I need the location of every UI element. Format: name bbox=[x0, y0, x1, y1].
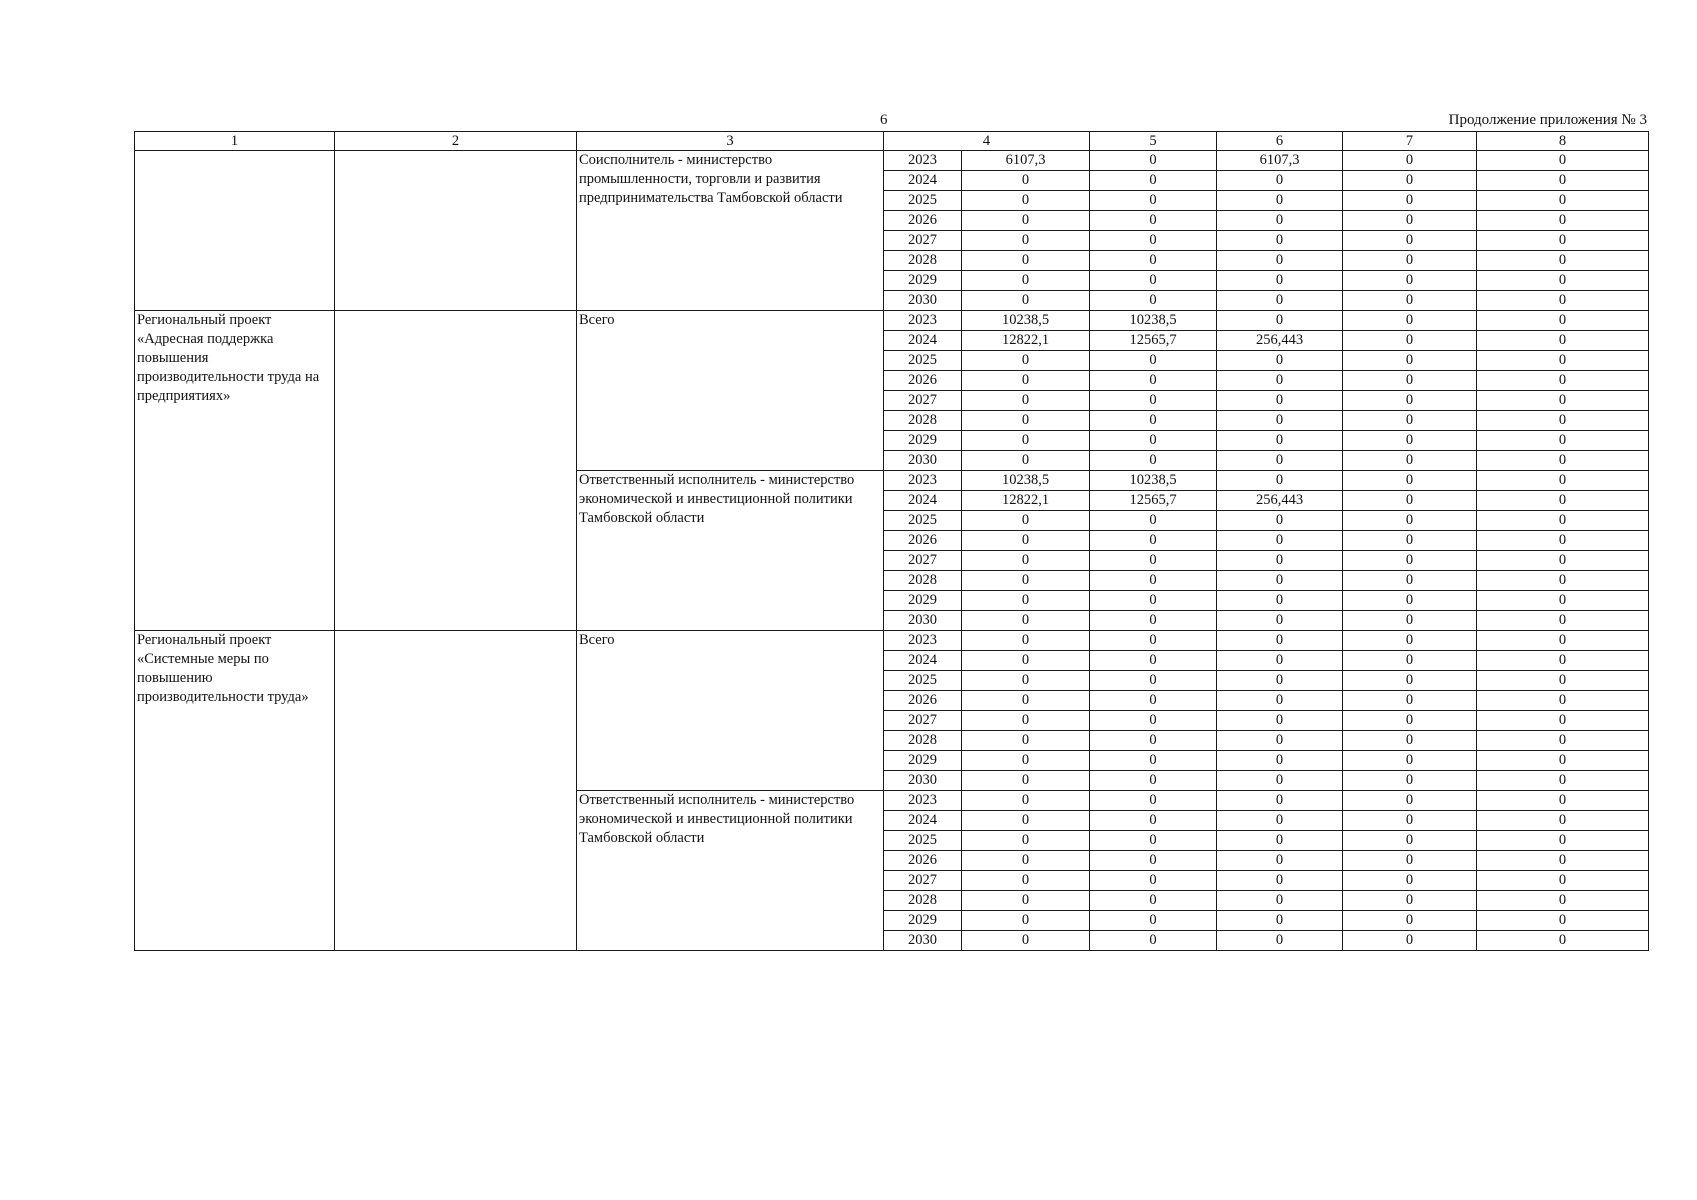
column-6-value-cell: 0 bbox=[1217, 931, 1343, 951]
column-5-value-cell: 0 bbox=[1090, 191, 1217, 211]
total-funding-cell: 0 bbox=[962, 291, 1090, 311]
column-7-value-cell: 0 bbox=[1343, 711, 1477, 731]
column-6-value-cell: 0 bbox=[1217, 611, 1343, 631]
page-number: 6 bbox=[880, 112, 888, 128]
year-cell: 2027 bbox=[884, 871, 962, 891]
column-7-value-cell: 0 bbox=[1343, 531, 1477, 551]
year-cell: 2029 bbox=[884, 271, 962, 291]
column-8-value-cell: 0 bbox=[1477, 331, 1649, 351]
total-funding-cell: 0 bbox=[962, 171, 1090, 191]
year-cell: 2024 bbox=[884, 491, 962, 511]
column-6-value-cell: 256,443 bbox=[1217, 491, 1343, 511]
column-6-value-cell: 0 bbox=[1217, 371, 1343, 391]
column-5-value-cell: 0 bbox=[1090, 451, 1217, 471]
total-funding-cell: 0 bbox=[962, 831, 1090, 851]
column-8-value-cell: 0 bbox=[1477, 251, 1649, 271]
year-cell: 2023 bbox=[884, 311, 962, 331]
total-funding-cell: 0 bbox=[962, 811, 1090, 831]
column-8-value-cell: 0 bbox=[1477, 791, 1649, 811]
column-5-value-cell: 0 bbox=[1090, 171, 1217, 191]
total-funding-cell: 0 bbox=[962, 891, 1090, 911]
total-funding-cell: 0 bbox=[962, 771, 1090, 791]
column-5-value-cell: 0 bbox=[1090, 591, 1217, 611]
column-7-value-cell: 0 bbox=[1343, 691, 1477, 711]
column-5-value-cell: 10238,5 bbox=[1090, 471, 1217, 491]
column-8-value-cell: 0 bbox=[1477, 411, 1649, 431]
total-funding-cell: 0 bbox=[962, 631, 1090, 651]
column-7-value-cell: 0 bbox=[1343, 591, 1477, 611]
column-7-value-cell: 0 bbox=[1343, 231, 1477, 251]
column-8-value-cell: 0 bbox=[1477, 391, 1649, 411]
column-7-value-cell: 0 bbox=[1343, 571, 1477, 591]
column-6-value-cell: 256,443 bbox=[1217, 331, 1343, 351]
total-funding-cell: 0 bbox=[962, 271, 1090, 291]
column-7-value-cell: 0 bbox=[1343, 371, 1477, 391]
column-header-4: 4 bbox=[884, 132, 1090, 151]
column-8-value-cell: 0 bbox=[1477, 571, 1649, 591]
project-name-cell bbox=[135, 151, 335, 311]
year-cell: 2029 bbox=[884, 431, 962, 451]
year-cell: 2026 bbox=[884, 851, 962, 871]
column-6-value-cell: 0 bbox=[1217, 871, 1343, 891]
total-funding-cell: 12822,1 bbox=[962, 491, 1090, 511]
total-funding-cell: 6107,3 bbox=[962, 151, 1090, 171]
column-7-value-cell: 0 bbox=[1343, 731, 1477, 751]
column-6-value-cell: 0 bbox=[1217, 271, 1343, 291]
year-cell: 2030 bbox=[884, 931, 962, 951]
year-cell: 2028 bbox=[884, 411, 962, 431]
column-8-value-cell: 0 bbox=[1477, 511, 1649, 531]
year-cell: 2023 bbox=[884, 471, 962, 491]
column-7-value-cell: 0 bbox=[1343, 651, 1477, 671]
column-7-value-cell: 0 bbox=[1343, 451, 1477, 471]
column-5-value-cell: 0 bbox=[1090, 411, 1217, 431]
column-6-value-cell: 0 bbox=[1217, 211, 1343, 231]
column-6-value-cell: 0 bbox=[1217, 391, 1343, 411]
column-5-value-cell: 0 bbox=[1090, 711, 1217, 731]
table-row bbox=[135, 151, 1649, 171]
column-6-value-cell: 0 bbox=[1217, 231, 1343, 251]
total-funding-cell: 0 bbox=[962, 591, 1090, 611]
total-funding-cell: 0 bbox=[962, 651, 1090, 671]
column-6-value-cell: 0 bbox=[1217, 651, 1343, 671]
year-cell: 2029 bbox=[884, 591, 962, 611]
column-2-cell bbox=[335, 151, 577, 311]
column-6-value-cell: 6107,3 bbox=[1217, 151, 1343, 171]
total-funding-cell: 0 bbox=[962, 611, 1090, 631]
executor-cell: Ответственный исполнитель - министерство экономической и инвестиционной политики Тамбовской области bbox=[577, 791, 884, 951]
column-6-value-cell: 0 bbox=[1217, 831, 1343, 851]
year-cell: 2030 bbox=[884, 611, 962, 631]
column-5-value-cell: 0 bbox=[1090, 531, 1217, 551]
executor-cell: Соисполнитель - министерство промышленности, торговли и развития предпринимательства Тамбовской области bbox=[577, 151, 884, 311]
column-6-value-cell: 0 bbox=[1217, 591, 1343, 611]
year-cell: 2025 bbox=[884, 191, 962, 211]
column-8-value-cell: 0 bbox=[1477, 491, 1649, 511]
column-7-value-cell: 0 bbox=[1343, 311, 1477, 331]
column-7-value-cell: 0 bbox=[1343, 471, 1477, 491]
total-funding-cell: 0 bbox=[962, 431, 1090, 451]
column-5-value-cell: 0 bbox=[1090, 291, 1217, 311]
column-8-value-cell: 0 bbox=[1477, 431, 1649, 451]
column-6-value-cell: 0 bbox=[1217, 791, 1343, 811]
column-5-value-cell: 0 bbox=[1090, 811, 1217, 831]
column-5-value-cell: 0 bbox=[1090, 371, 1217, 391]
column-5-value-cell: 12565,7 bbox=[1090, 331, 1217, 351]
column-5-value-cell: 12565,7 bbox=[1090, 491, 1217, 511]
column-8-value-cell: 0 bbox=[1477, 191, 1649, 211]
column-6-value-cell: 0 bbox=[1217, 471, 1343, 491]
appendix-continuation-note: Продолжение приложения № 3 bbox=[1448, 112, 1647, 128]
column-8-value-cell: 0 bbox=[1477, 451, 1649, 471]
year-cell: 2027 bbox=[884, 231, 962, 251]
table-row bbox=[135, 311, 1649, 331]
total-funding-cell: 0 bbox=[962, 191, 1090, 211]
column-number-row bbox=[135, 132, 1649, 151]
total-funding-cell: 10238,5 bbox=[962, 311, 1090, 331]
column-7-value-cell: 0 bbox=[1343, 431, 1477, 451]
column-5-value-cell: 0 bbox=[1090, 351, 1217, 371]
column-8-value-cell: 0 bbox=[1477, 311, 1649, 331]
year-cell: 2024 bbox=[884, 811, 962, 831]
column-6-value-cell: 0 bbox=[1217, 251, 1343, 271]
column-7-value-cell: 0 bbox=[1343, 871, 1477, 891]
column-6-value-cell: 0 bbox=[1217, 511, 1343, 531]
total-funding-cell: 0 bbox=[962, 911, 1090, 931]
year-cell: 2028 bbox=[884, 731, 962, 751]
year-cell: 2028 bbox=[884, 891, 962, 911]
column-7-value-cell: 0 bbox=[1343, 611, 1477, 631]
column-6-value-cell: 0 bbox=[1217, 771, 1343, 791]
column-5-value-cell: 0 bbox=[1090, 831, 1217, 851]
column-8-value-cell: 0 bbox=[1477, 271, 1649, 291]
column-7-value-cell: 0 bbox=[1343, 911, 1477, 931]
executor-cell: Всего bbox=[577, 631, 884, 791]
column-header-7: 7 bbox=[1343, 132, 1477, 151]
column-7-value-cell: 0 bbox=[1343, 331, 1477, 351]
column-7-value-cell: 0 bbox=[1343, 351, 1477, 371]
column-5-value-cell: 0 bbox=[1090, 731, 1217, 751]
column-8-value-cell: 0 bbox=[1477, 911, 1649, 931]
year-cell: 2025 bbox=[884, 351, 962, 371]
column-8-value-cell: 0 bbox=[1477, 551, 1649, 571]
column-7-value-cell: 0 bbox=[1343, 391, 1477, 411]
column-8-value-cell: 0 bbox=[1477, 731, 1649, 751]
column-5-value-cell: 0 bbox=[1090, 911, 1217, 931]
column-7-value-cell: 0 bbox=[1343, 931, 1477, 951]
column-5-value-cell: 0 bbox=[1090, 391, 1217, 411]
total-funding-cell: 0 bbox=[962, 351, 1090, 371]
column-6-value-cell: 0 bbox=[1217, 551, 1343, 571]
column-8-value-cell: 0 bbox=[1477, 671, 1649, 691]
column-7-value-cell: 0 bbox=[1343, 171, 1477, 191]
total-funding-cell: 12822,1 bbox=[962, 331, 1090, 351]
column-6-value-cell: 0 bbox=[1217, 731, 1343, 751]
year-cell: 2028 bbox=[884, 251, 962, 271]
column-6-value-cell: 0 bbox=[1217, 891, 1343, 911]
column-5-value-cell: 0 bbox=[1090, 151, 1217, 171]
year-cell: 2029 bbox=[884, 751, 962, 771]
year-cell: 2028 bbox=[884, 571, 962, 591]
table-row bbox=[135, 631, 1649, 651]
column-2-cell bbox=[335, 631, 577, 951]
total-funding-cell: 0 bbox=[962, 531, 1090, 551]
total-funding-cell: 0 bbox=[962, 551, 1090, 571]
total-funding-cell: 0 bbox=[962, 731, 1090, 751]
column-5-value-cell: 0 bbox=[1090, 571, 1217, 591]
column-8-value-cell: 0 bbox=[1477, 811, 1649, 831]
table-body bbox=[135, 151, 1649, 951]
year-cell: 2023 bbox=[884, 791, 962, 811]
total-funding-cell: 0 bbox=[962, 511, 1090, 531]
column-6-value-cell: 0 bbox=[1217, 631, 1343, 651]
column-7-value-cell: 0 bbox=[1343, 751, 1477, 771]
column-6-value-cell: 0 bbox=[1217, 171, 1343, 191]
column-6-value-cell: 0 bbox=[1217, 691, 1343, 711]
column-8-value-cell: 0 bbox=[1477, 231, 1649, 251]
year-cell: 2026 bbox=[884, 691, 962, 711]
total-funding-cell: 0 bbox=[962, 251, 1090, 271]
column-8-value-cell: 0 bbox=[1477, 291, 1649, 311]
column-8-value-cell: 0 bbox=[1477, 931, 1649, 951]
column-8-value-cell: 0 bbox=[1477, 891, 1649, 911]
column-5-value-cell: 0 bbox=[1090, 611, 1217, 631]
column-8-value-cell: 0 bbox=[1477, 351, 1649, 371]
column-7-value-cell: 0 bbox=[1343, 891, 1477, 911]
column-7-value-cell: 0 bbox=[1343, 291, 1477, 311]
total-funding-cell: 0 bbox=[962, 371, 1090, 391]
year-cell: 2027 bbox=[884, 711, 962, 731]
column-header-8: 8 bbox=[1477, 132, 1649, 151]
column-7-value-cell: 0 bbox=[1343, 211, 1477, 231]
column-8-value-cell: 0 bbox=[1477, 691, 1649, 711]
total-funding-cell: 0 bbox=[962, 751, 1090, 771]
column-header-2: 2 bbox=[335, 132, 577, 151]
column-7-value-cell: 0 bbox=[1343, 151, 1477, 171]
column-7-value-cell: 0 bbox=[1343, 251, 1477, 271]
column-5-value-cell: 0 bbox=[1090, 691, 1217, 711]
column-6-value-cell: 0 bbox=[1217, 811, 1343, 831]
column-5-value-cell: 0 bbox=[1090, 251, 1217, 271]
total-funding-cell: 0 bbox=[962, 871, 1090, 891]
column-8-value-cell: 0 bbox=[1477, 771, 1649, 791]
year-cell: 2025 bbox=[884, 831, 962, 851]
column-8-value-cell: 0 bbox=[1477, 531, 1649, 551]
year-cell: 2030 bbox=[884, 771, 962, 791]
column-6-value-cell: 0 bbox=[1217, 411, 1343, 431]
year-cell: 2023 bbox=[884, 151, 962, 171]
project-name-cell: Региональный проект «Системные меры по повышению производительности труда» bbox=[135, 631, 335, 951]
column-header-1: 1 bbox=[135, 132, 335, 151]
column-5-value-cell: 0 bbox=[1090, 211, 1217, 231]
year-cell: 2027 bbox=[884, 391, 962, 411]
year-cell: 2025 bbox=[884, 511, 962, 531]
column-7-value-cell: 0 bbox=[1343, 791, 1477, 811]
column-5-value-cell: 0 bbox=[1090, 231, 1217, 251]
column-8-value-cell: 0 bbox=[1477, 171, 1649, 191]
total-funding-cell: 0 bbox=[962, 851, 1090, 871]
column-5-value-cell: 10238,5 bbox=[1090, 311, 1217, 331]
column-7-value-cell: 0 bbox=[1343, 671, 1477, 691]
year-cell: 2026 bbox=[884, 211, 962, 231]
project-name-cell: Региональный проект «Адресная поддержка повышения производительности труда на предприятиях» bbox=[135, 311, 335, 631]
column-8-value-cell: 0 bbox=[1477, 751, 1649, 771]
year-cell: 2024 bbox=[884, 171, 962, 191]
column-8-value-cell: 0 bbox=[1477, 631, 1649, 651]
column-5-value-cell: 0 bbox=[1090, 851, 1217, 871]
executor-cell: Всего bbox=[577, 311, 884, 471]
column-5-value-cell: 0 bbox=[1090, 771, 1217, 791]
column-6-value-cell: 0 bbox=[1217, 751, 1343, 771]
total-funding-cell: 0 bbox=[962, 451, 1090, 471]
column-8-value-cell: 0 bbox=[1477, 471, 1649, 491]
column-8-value-cell: 0 bbox=[1477, 611, 1649, 631]
column-5-value-cell: 0 bbox=[1090, 671, 1217, 691]
column-7-value-cell: 0 bbox=[1343, 631, 1477, 651]
column-5-value-cell: 0 bbox=[1090, 791, 1217, 811]
year-cell: 2025 bbox=[884, 671, 962, 691]
column-8-value-cell: 0 bbox=[1477, 871, 1649, 891]
column-5-value-cell: 0 bbox=[1090, 651, 1217, 671]
column-6-value-cell: 0 bbox=[1217, 711, 1343, 731]
column-7-value-cell: 0 bbox=[1343, 271, 1477, 291]
column-8-value-cell: 0 bbox=[1477, 711, 1649, 731]
year-cell: 2029 bbox=[884, 911, 962, 931]
column-6-value-cell: 0 bbox=[1217, 311, 1343, 331]
year-cell: 2030 bbox=[884, 291, 962, 311]
total-funding-cell: 0 bbox=[962, 391, 1090, 411]
column-7-value-cell: 0 bbox=[1343, 511, 1477, 531]
column-2-cell bbox=[335, 311, 577, 631]
total-funding-cell: 0 bbox=[962, 671, 1090, 691]
total-funding-cell: 0 bbox=[962, 231, 1090, 251]
total-funding-cell: 10238,5 bbox=[962, 471, 1090, 491]
year-cell: 2027 bbox=[884, 551, 962, 571]
column-6-value-cell: 0 bbox=[1217, 351, 1343, 371]
total-funding-cell: 0 bbox=[962, 691, 1090, 711]
column-5-value-cell: 0 bbox=[1090, 871, 1217, 891]
column-6-value-cell: 0 bbox=[1217, 851, 1343, 871]
column-5-value-cell: 0 bbox=[1090, 891, 1217, 911]
budget-table bbox=[134, 131, 1649, 951]
column-8-value-cell: 0 bbox=[1477, 151, 1649, 171]
column-7-value-cell: 0 bbox=[1343, 551, 1477, 571]
total-funding-cell: 0 bbox=[962, 571, 1090, 591]
column-7-value-cell: 0 bbox=[1343, 411, 1477, 431]
column-8-value-cell: 0 bbox=[1477, 651, 1649, 671]
column-6-value-cell: 0 bbox=[1217, 671, 1343, 691]
column-8-value-cell: 0 bbox=[1477, 591, 1649, 611]
column-6-value-cell: 0 bbox=[1217, 291, 1343, 311]
column-5-value-cell: 0 bbox=[1090, 931, 1217, 951]
column-header-6: 6 bbox=[1217, 132, 1343, 151]
total-funding-cell: 0 bbox=[962, 211, 1090, 231]
column-5-value-cell: 0 bbox=[1090, 431, 1217, 451]
column-8-value-cell: 0 bbox=[1477, 851, 1649, 871]
column-8-value-cell: 0 bbox=[1477, 371, 1649, 391]
column-5-value-cell: 0 bbox=[1090, 751, 1217, 771]
year-cell: 2024 bbox=[884, 651, 962, 671]
column-6-value-cell: 0 bbox=[1217, 451, 1343, 471]
column-6-value-cell: 0 bbox=[1217, 431, 1343, 451]
column-7-value-cell: 0 bbox=[1343, 851, 1477, 871]
total-funding-cell: 0 bbox=[962, 791, 1090, 811]
total-funding-cell: 0 bbox=[962, 931, 1090, 951]
column-7-value-cell: 0 bbox=[1343, 831, 1477, 851]
column-header-3: 3 bbox=[577, 132, 884, 151]
column-6-value-cell: 0 bbox=[1217, 911, 1343, 931]
column-7-value-cell: 0 bbox=[1343, 811, 1477, 831]
column-5-value-cell: 0 bbox=[1090, 631, 1217, 651]
column-5-value-cell: 0 bbox=[1090, 511, 1217, 531]
column-7-value-cell: 0 bbox=[1343, 491, 1477, 511]
year-cell: 2023 bbox=[884, 631, 962, 651]
column-6-value-cell: 0 bbox=[1217, 191, 1343, 211]
column-6-value-cell: 0 bbox=[1217, 571, 1343, 591]
column-5-value-cell: 0 bbox=[1090, 271, 1217, 291]
year-cell: 2026 bbox=[884, 531, 962, 551]
column-8-value-cell: 0 bbox=[1477, 211, 1649, 231]
total-funding-cell: 0 bbox=[962, 411, 1090, 431]
column-5-value-cell: 0 bbox=[1090, 551, 1217, 571]
executor-cell: Ответственный исполнитель - министерство экономической и инвестиционной политики Тамбовской области bbox=[577, 471, 884, 631]
column-8-value-cell: 0 bbox=[1477, 831, 1649, 851]
column-header-5: 5 bbox=[1090, 132, 1217, 151]
year-cell: 2030 bbox=[884, 451, 962, 471]
column-6-value-cell: 0 bbox=[1217, 531, 1343, 551]
total-funding-cell: 0 bbox=[962, 711, 1090, 731]
year-cell: 2026 bbox=[884, 371, 962, 391]
column-7-value-cell: 0 bbox=[1343, 771, 1477, 791]
year-cell: 2024 bbox=[884, 331, 962, 351]
column-7-value-cell: 0 bbox=[1343, 191, 1477, 211]
